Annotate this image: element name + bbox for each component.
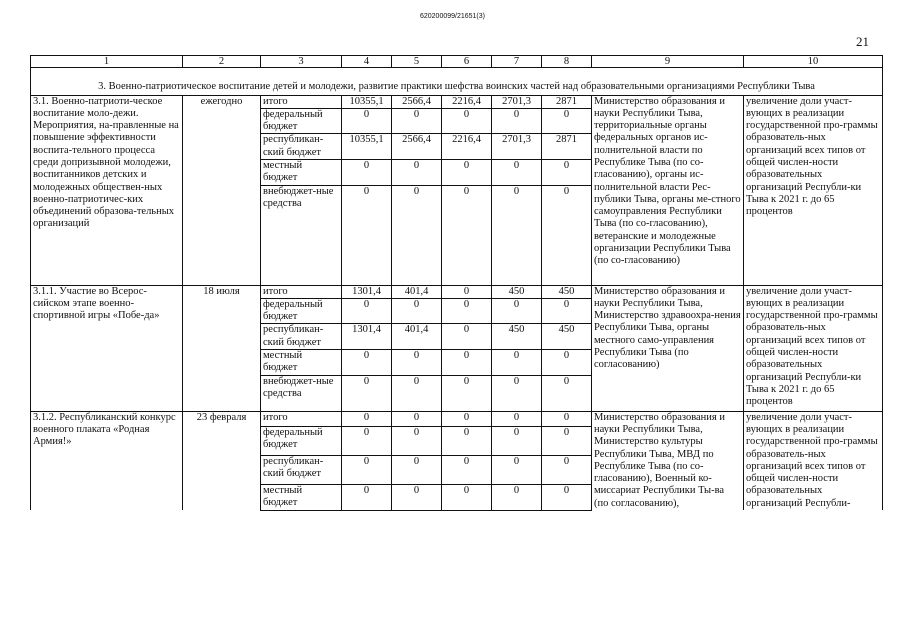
column-number-row bbox=[31, 56, 883, 68]
funding-amount: 2701,3 bbox=[492, 134, 542, 160]
funding-amount: 0 bbox=[492, 426, 542, 455]
funding-amount: 0 bbox=[442, 350, 492, 376]
table-body bbox=[31, 56, 883, 511]
measure-name: 3.1.2. Республиканский конкурс военного плаката «Родная Армия!» bbox=[31, 411, 183, 510]
column-number: 10 bbox=[744, 56, 883, 68]
funding-amount: 0 bbox=[492, 350, 542, 376]
column-number: 4 bbox=[342, 56, 392, 68]
funding-amount: 0 bbox=[542, 426, 592, 455]
funding-source: федеральный бюджет bbox=[261, 298, 342, 324]
funding-amount: 2566,4 bbox=[392, 95, 442, 108]
measure-term: 23 февраля bbox=[183, 411, 261, 510]
funding-amount: 0 bbox=[392, 426, 442, 455]
funding-amount: 10355,1 bbox=[342, 134, 392, 160]
funding-amount: 0 bbox=[542, 185, 592, 285]
funding-source: федеральный бюджет bbox=[261, 426, 342, 455]
funding-source: внебюджет-ные средства bbox=[261, 375, 342, 411]
funding-source: местный бюджет bbox=[261, 484, 342, 510]
responsible-executors: Министерство образования и науки Республики Тыва, Министерство здравоохра-нения Республики Тыва, органы местного само-управления Республики Тыва (по согласованию) bbox=[592, 285, 744, 411]
funding-amount: 0 bbox=[392, 375, 442, 411]
funding-amount: 0 bbox=[392, 159, 442, 185]
funding-amount: 0 bbox=[542, 375, 592, 411]
page-number: 21 bbox=[856, 34, 869, 49]
funding-amount: 0 bbox=[342, 411, 392, 426]
funding-amount: 0 bbox=[492, 159, 542, 185]
program-table bbox=[30, 55, 883, 511]
funding-amount: 2871 bbox=[542, 95, 592, 108]
funding-amount: 0 bbox=[342, 375, 392, 411]
funding-amount: 0 bbox=[542, 350, 592, 376]
funding-amount: 0 bbox=[442, 185, 492, 285]
funding-amount: 450 bbox=[542, 285, 592, 298]
funding-amount: 0 bbox=[492, 411, 542, 426]
expected-result: увеличение доли участ-вующих в реализации государственной про-граммы образователь-ных организаций всех типов от общей числен-ности образовательных организаций Республи-ки Тыва к 2021 г. до 65 процентов bbox=[744, 285, 883, 411]
measure-term: 18 июля bbox=[183, 285, 261, 411]
funding-amount: 0 bbox=[442, 159, 492, 185]
funding-source: республикан-ский бюджет bbox=[261, 455, 342, 484]
funding-amount: 0 bbox=[342, 298, 392, 324]
funding-amount: 401,4 bbox=[392, 324, 442, 350]
funding-amount: 0 bbox=[442, 298, 492, 324]
expected-result: увеличение доли участ-вующих в реализации государственной про-граммы образователь-ных организаций всех типов от общей числен-ности образовательных организаций Республи-ки Тыва к 2021 г. до 65 процентов bbox=[744, 95, 883, 285]
funding-amount: 0 bbox=[492, 185, 542, 285]
column-number: 3 bbox=[261, 56, 342, 68]
funding-amount: 0 bbox=[392, 185, 442, 285]
funding-amount: 0 bbox=[442, 411, 492, 426]
funding-source: республикан-ский бюджет bbox=[261, 134, 342, 160]
funding-amount: 0 bbox=[442, 108, 492, 134]
funding-amount: 0 bbox=[492, 298, 542, 324]
funding-source: итого bbox=[261, 411, 342, 426]
funding-amount: 0 bbox=[542, 411, 592, 426]
column-number: 6 bbox=[442, 56, 492, 68]
document-number: 620200099/21651(3) bbox=[419, 13, 485, 20]
funding-amount: 0 bbox=[392, 484, 442, 510]
funding-source: федеральный бюджет bbox=[261, 108, 342, 134]
funding-amount: 0 bbox=[492, 108, 542, 134]
funding-source: итого bbox=[261, 95, 342, 108]
expected-result: увеличение доли участ-вующих в реализации государственной про-граммы образователь-ных организаций всех типов от общей числен-ности образовательных организаций Республи- bbox=[744, 411, 883, 510]
funding-amount: 0 bbox=[442, 324, 492, 350]
measure-name: 3.1.1. Участие во Всерос-сийском этапе военно-спортивной игры «Побе-да» bbox=[31, 285, 183, 411]
funding-amount: 0 bbox=[442, 426, 492, 455]
funding-amount: 1301,4 bbox=[342, 324, 392, 350]
funding-amount: 0 bbox=[442, 285, 492, 298]
funding-amount: 0 bbox=[442, 375, 492, 411]
funding-amount: 2701,3 bbox=[492, 95, 542, 108]
funding-amount: 2216,4 bbox=[442, 95, 492, 108]
funding-row bbox=[31, 411, 883, 426]
column-number: 8 bbox=[542, 56, 592, 68]
funding-source: местный бюджет bbox=[261, 159, 342, 185]
funding-amount: 0 bbox=[342, 108, 392, 134]
funding-amount: 401,4 bbox=[392, 285, 442, 298]
funding-source: местный бюджет bbox=[261, 350, 342, 376]
funding-amount: 1301,4 bbox=[342, 285, 392, 298]
funding-amount: 0 bbox=[342, 159, 392, 185]
funding-amount: 0 bbox=[492, 375, 542, 411]
funding-amount: 0 bbox=[542, 298, 592, 324]
funding-amount: 0 bbox=[542, 159, 592, 185]
column-number: 9 bbox=[592, 56, 744, 68]
funding-amount: 2871 bbox=[542, 134, 592, 160]
funding-amount: 10355,1 bbox=[342, 95, 392, 108]
funding-amount: 0 bbox=[342, 350, 392, 376]
funding-amount: 0 bbox=[442, 484, 492, 510]
measure-term: ежегодно bbox=[183, 95, 261, 285]
funding-amount: 0 bbox=[392, 298, 442, 324]
responsible-executors: Министерство образования и науки Республики Тыва, территориальные органы федеральных органов ис-полнительной власти по Республике Тыва (по со-гласованию), органы ис-полнительной власти Рес-публики Тыва, органы ме-стного самоуправления Республики Тыва (по со-гласованию), ветеранские и молодежные организации Республики Тыва (по со-гласованию) bbox=[592, 95, 744, 285]
funding-amount: 450 bbox=[542, 324, 592, 350]
funding-amount: 0 bbox=[342, 185, 392, 285]
funding-amount: 0 bbox=[492, 484, 542, 510]
measure-name: 3.1. Военно-патриоти-ческое воспитание моло-дежи. Мероприятия, на-правленные на повышение эффективности воспита-тельного процесса среди допризывной молодежи, воспитанников детских и молодежных обществен-ных военно-патриотичес-ких объединений образова-тельных организаций bbox=[31, 95, 183, 285]
funding-source: внебюджет-ные средства bbox=[261, 185, 342, 285]
funding-amount: 0 bbox=[342, 426, 392, 455]
funding-amount: 0 bbox=[392, 411, 442, 426]
funding-amount: 450 bbox=[492, 324, 542, 350]
funding-amount: 0 bbox=[442, 455, 492, 484]
responsible-executors: Министерство образования и науки Республики Тыва, Министерство культуры Республики Тыва, МВД по Республике Тыва (по со-гласованию), Военный ко-миссариат Республики Ты-ва (по согласованию), bbox=[592, 411, 744, 510]
funding-source: республикан-ский бюджет bbox=[261, 324, 342, 350]
column-number: 2 bbox=[183, 56, 261, 68]
funding-amount: 0 bbox=[392, 350, 442, 376]
funding-amount: 0 bbox=[542, 484, 592, 510]
funding-amount: 0 bbox=[342, 484, 392, 510]
funding-amount: 0 bbox=[542, 455, 592, 484]
funding-amount: 0 bbox=[392, 108, 442, 134]
column-number: 5 bbox=[392, 56, 442, 68]
funding-row bbox=[31, 285, 883, 298]
section-row bbox=[31, 68, 883, 96]
funding-amount: 0 bbox=[342, 455, 392, 484]
funding-amount: 2216,4 bbox=[442, 134, 492, 160]
funding-amount: 450 bbox=[492, 285, 542, 298]
column-number: 7 bbox=[492, 56, 542, 68]
column-number: 1 bbox=[31, 56, 183, 68]
funding-amount: 0 bbox=[542, 108, 592, 134]
funding-amount: 2566,4 bbox=[392, 134, 442, 160]
section-title: 3. Военно-патриотическое воспитание детей и молодежи, развитие практики шефства воинских частей над образовательными организациями Республики Тыва bbox=[31, 68, 883, 96]
funding-amount: 0 bbox=[492, 455, 542, 484]
funding-source: итого bbox=[261, 285, 342, 298]
funding-row bbox=[31, 95, 883, 108]
funding-amount: 0 bbox=[392, 455, 442, 484]
